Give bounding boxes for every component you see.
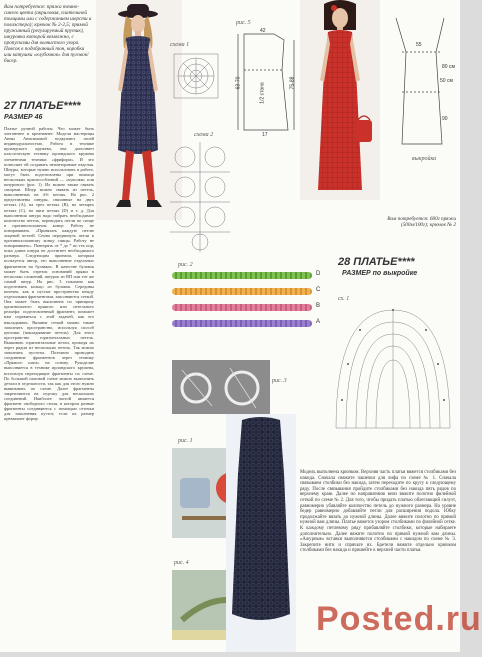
pattern-drawing-28 (382, 12, 456, 152)
rope-sample-c (172, 288, 312, 295)
photo-model-28 (300, 0, 380, 200)
size-28: РАЗМЕР по выкройке (342, 270, 418, 277)
pic-3-label: рис. 3 (272, 378, 287, 384)
article-text-28: Модель выполнена крючком. Верхняя часть платья вяжется столбиками без накида. Сначала свяжите чашечки для лифа по схеме № 1. Сначала связываем столбики без накида, затем переходите по кругу к следующему ряду. После связывания пройдите столбиками без накида пять рядов по верхнему краю. Далее по направлению вниз вяжите полотно филейной сеткой по схеме № 2. Для того, чтобы придать платью облегающий силуэт, равномерно убавляйте количество петель до нужного размера. На уровне бедер равномерно добавляйте петли для расширения подола. Юбку продолжайте вязать до нужной длины. Далее вяжите полотно по прямой нужной вам длины. Платье вяжется узором столбиками по филейной сетке. К каждому петлевому ряду прибавляйте столбики, которые набираете дополнительно. Далее вяжите полотно по прямой нужной вам длины. «Ажурные» вставки выполняются столбиками с накидом по схеме № 3. Закрепите нити и спрячьте их. Бретели вяжите отдельно крючком столбиками без накида и пришейте к верхней части платья. (300, 470, 456, 554)
pic-4-label: рис. 4 (174, 560, 189, 566)
rope-sample-b (172, 304, 312, 311)
title-28: 28 ПЛАТЬЕ**** (338, 256, 415, 268)
rope-label-a: A (316, 319, 321, 325)
dim-75-88: 75-88 (289, 76, 296, 90)
scheme-1-label: схема 1 (170, 42, 190, 48)
materials-27: Вам потребуется: пряжа темно-синего цвета (акриловая, плательной толщины или с содержанием шерсти и полиэстера); крючок № 2-2,5; прямой пружинный (регулируемый прутик), шнуровка которой возможно, с пропусками для волнистого узора. Поясок в подобранный тон, коробка или катушки «клубочков» для пуговок/бисер. (4, 4, 92, 64)
scheme-2-label: схема 2 (194, 132, 214, 138)
pattern-drawing-27 (234, 30, 300, 140)
scheme-1-diagram (172, 52, 220, 100)
rope-label-b: B (316, 303, 321, 309)
scheme-28-label: сх. 1 (338, 296, 350, 302)
dim-17: 17 (262, 132, 268, 138)
pic-5-label: рис. 5 (236, 20, 251, 26)
photo-pins (172, 360, 270, 414)
title-27: 27 ПЛАТЬЕ**** (4, 100, 81, 112)
rope-sample-d (172, 272, 312, 279)
dim-42: 42 (260, 28, 266, 34)
watermark: Posted.ru (316, 600, 482, 638)
scheme-28-diagram (330, 300, 456, 430)
dim-80: 80 см (442, 64, 455, 70)
pattern-label-28: выкройка (412, 156, 437, 162)
rope-label-c: C (316, 287, 321, 293)
dim-55: 55 (416, 42, 422, 48)
dim-63-70: 63-70 (235, 76, 242, 90)
size-27: РАЗМЕР 46 (4, 114, 43, 121)
pic-2-label: рис. 2 (178, 262, 193, 268)
dim-50: 50 см (440, 78, 453, 84)
rope-sample-a (172, 320, 312, 327)
photo-dress-27-detail (226, 414, 296, 652)
pic-1-label: рис. 1 (178, 438, 193, 444)
scheme-2-diagram (170, 142, 230, 252)
rope-label-d: D (316, 271, 321, 277)
dim-90: 90 (442, 116, 448, 122)
materials-28: Вам потребуется: 600г пряжи (500м/100г); крючок № 2 (387, 216, 456, 228)
article-text-27: Платье ручной работы. Что может быть элегантнее и креативнее. Модели мастерицы Анны Анисимовой подкупают своей индивидуальностью. Работа в технике ирландского кружева, она дополняет классическую технику ирландского кружева элементами техники «фриформ». И это позволяет ей создавать неповторимые изделия. Шнуры, которые нужно использовать в работе, могут быть подготовлены при помощи нескольких приспособлений — «куколки» или шнурового (рис. 1). Их можно также связать спицами. Шнур можно связать из петель, выполненных на 4-6 петлях. На рис. 2 представлены шнуры, связанные на двух петлях (A), на трех петлях (B), на четырех петлях (C), на пяти петлях (D) и т. д. Для выполнения шнура надо набрать необходимое количество петель, переводить петли по спице в противоположном конце. Работу не поворачивать. «Провязать каждую петлю лицевой петлей. Снова передвинуть петли к противоположному концу спицы. Работу не поворачивать». Повторять от * до * по тех пор, пока длина шнура не достигнет необходимого размера. Следующим приемом, которым пользуется автор, это выполнение отдельных фрагментов на булавках. В качестве булавок может быть отрезок оснований пряжи в несколько сложений, шнурок из ВП или тот же самый шнур. На рис. 3 показано как подготовить кольцо из булавок. Середины колечек, как и пустые пространства между отдельными фрагментами, заполняются сеткой. Она может быть выполнена по принципу произвольного прямого или петельного рельефа: подготовленный фрагмент, поможет нам справиться с этой задачей, как его накладывать. Вязание сеткой можно также заполнять пространство, используя способ цепочки (накладывание петель). Для этого пространство горизонтальных петель. Вышивать горизонтальные петли, проводя их через рядом из нескольких петель. Так можно заполнить пустоты. Поэтапно проводить соединение фрагментов через технику «Прямого шага» на основу. Рукоделие выполняется в технике ирландского кружева, используя переходящие фрагменты по схеме. По большой шаговой схеме можно выполнить детали в отдельности, так как для этого нужно вывязывать по схеме. Далее фрагменты закрепляются на отделку для нескольких соединений. Наиболее частой является фрагмент свободного стиля, в котором разные фрагменты соединяются с помощью сеточки для заполнения пустот, если их размер превышает форму. (4, 126, 94, 422)
dim-half-stan: 1/2 стана (259, 82, 266, 104)
